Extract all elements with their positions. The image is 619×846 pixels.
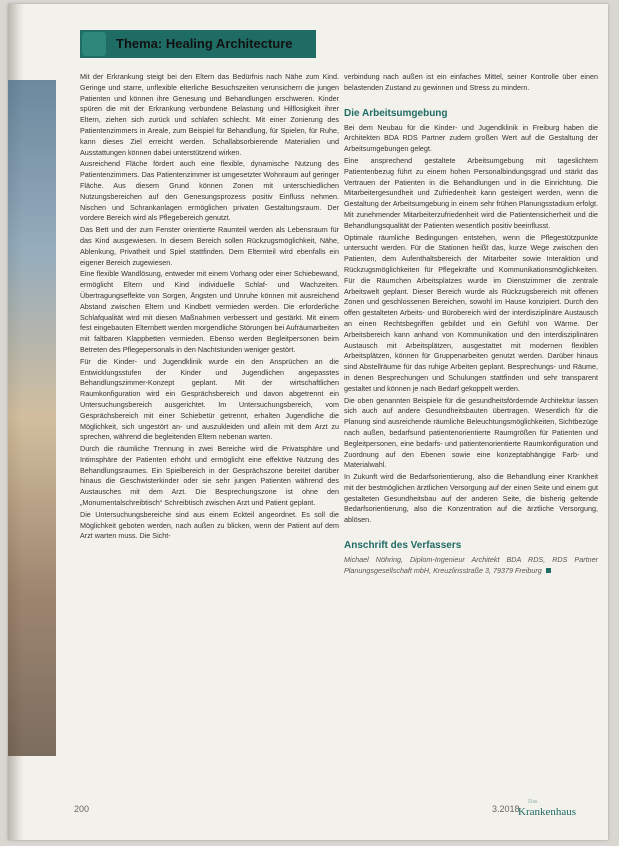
section-heading-arbeitsumgebung: Die Arbeitsumgebung xyxy=(344,107,448,119)
paragraph: In Zukunft wird die Bedarfsorientierung, also die Behandlung einer Krankheit mit der bestmöglichen ärztlichen Versorgung auf der einen Seite und einem gut gestalteten Gesundheitsbau auf der anderen Seite, die bisherig geltende Bedarfsorientierung, also die Konzentration auf die ärztliche Versorgung, ablösen. xyxy=(344,472,598,525)
right-column xyxy=(344,72,598,578)
logo-text: Krankenhaus xyxy=(518,806,577,818)
page-number: 200 xyxy=(74,804,90,814)
paragraph: Eine ansprechend gestaltete Arbeitsumgebung mit tageslichtem Patientenbezug führt zu einem hohen Personalbindungsgrad und stärkt das Vertrauen der Patienten in die Behandlungen und in die Einrichtung. Die Mitarbeitergesundheit und Zufriedenheit kann gesteigert werden, wenn die Gestaltung der Arbeitsumgebung in einem sehr frühen Planungsstadium erfolgt. Mit zunehmender Mitarbeiterzufriedenheit wird die Patientensicherheit und die Behandlungsqualität der Patienten wesentlich positiv beeinflusst. xyxy=(344,155,598,230)
end-square-icon xyxy=(546,568,551,573)
paragraph: Eine flexible Wandlösung, entweder mit einem Vorhang oder einer Schiebewand, ermöglicht Eltern und Kind individuelle Schlaf- und Wachzeiten. Übertragungseffekte von Sorgen, Ängsten und Unruhe können mit ausreichend Abstand zwischen Eltern und Kindbett vermieden werden. Die erforderliche Schlafqualität wird mit diesen Maßnahmen verbessert und gestärkt. Mit einem fest eingebauten Elternbett werden morgendliche Störungen bei Aufräumarbeiten mit faltbaren Klappbetten vermieden. Ebenso werden Begleitpersonen beim Betreten des Pflegepersonals in den Nachtstunden weniger gestört. xyxy=(80,269,339,354)
issue-label: 3.2018 xyxy=(492,804,520,814)
section-heading-anschrift: Anschrift des Verfassers xyxy=(344,540,462,552)
paragraph: Die Untersuchungsbereiche sind aus einem Eckteil angeordnet. Es soll die Möglichkeit geboten werden, nach außen zu blicken, wenn der Patient auf dem Arzt warten muss. Die Sicht- xyxy=(80,509,339,541)
paragraph: Die oben genannten Beispiele für die gesundheitsfördernde Architektur lassen sich auch auf andere Gesundheitsbauten übertragen. Wesentlich für die Planung sind ausreichende räumliche Beleuchtungsmöglichkeiten, Sichtbezüge nach außen, bedarfsund patientenorientierte Raumgrößen für Patienten und Begleitpersonen, eine bedarfs- und patientenorientierte Raumkonfiguration und Zuordnung auf den Ebenen sowie eine konzeptabhängige Farb- und Materialwahl. xyxy=(344,395,598,470)
paragraph: Bei dem Neubau für die Kinder- und Jugendklinik in Freiburg haben die Architekten BDA RDS Partner zudem großen Wert auf die Gestaltung der Arbeitsumgebungen gelegt. xyxy=(344,122,598,154)
paragraph: Ausreichend Fläche fördert auch eine flexible, dynamische Nutzung des Patientenzimmers. Das Patientenzimmer ist umgesetzter Wohnraum auf geringer Fläche. Aus diesem Grund können Zonen mit unterschiedlichen Nutzungsbereichen auf den Genesungsprozess positiv Einfluss nehmen. Nischen und Schrankanlagen ermöglichen privaten Gestaltungsraum. Der vordere Bereich wird als Pflegebereich genutzt. xyxy=(80,159,339,223)
author-address xyxy=(344,555,598,577)
header-square-icon xyxy=(82,32,106,56)
paragraph: Das Bett und der zum Fenster orientierte Raumteil werden als Lebensraum für das Kind ausgewiesen. In diesem Bereich sollen Rückzugsmöglichkeit, Nähe, Ablenkung, Privatheit und Spiel stattfinden. Dem Elternteil wird ebenfalls ein eigener Bereich zugewiesen. xyxy=(80,225,339,267)
side-photo-strip xyxy=(8,80,56,756)
left-column xyxy=(80,72,339,543)
logo-top-text: Das xyxy=(528,799,538,805)
section-header xyxy=(80,30,316,58)
header-title: Thema: Healing Architecture xyxy=(116,36,293,51)
magazine-logo xyxy=(518,799,577,818)
paragraph: Für die Kinder- und Jugendklinik wurde ein den Ansprüchen an die Entwicklungsstufen der Kinder und Jugendlichen angepasstes Behandlungszimmer-Konzept geplant. Mit der wirtschaftlichen Raumkonfiguration wird ein Gesprächsbereich und davon abgetrennt ein Untersuchungsbereich ausgerichtet. Im Untersuchungsbereich, vom Gesprächsbereich mit einer Schiebetür getrennt, erhalten Jugendliche die Möglichkeit, sich ungestört an- und auszukleiden und allein mit dem Arzt zu sprechen, während die begleitenden Eltern nebenan warten. xyxy=(80,356,339,442)
paragraph: verbindung nach außen ist ein einfaches Mittel, seiner Kontrolle über einen belastenden Zustand zu gewinnen und Stress zu mindern. xyxy=(344,72,598,92)
author-address-text: Michael Nöhring, Diplom-Ingenieur Architekt BDA RDS, RDS Partner Planungsgesellschaft mbH, Kreuzlinsstraße 3, 79379 Freiburg xyxy=(344,555,598,575)
magazine-page xyxy=(8,4,608,840)
paragraph: Optimale räumliche Bedingungen entstehen, wenn die Pflegestützpunkte untersucht werden. Für die Stationen heißt das, kurze Wege zwischen den Patienten, dem Aufenthaltsbereich der Mitarbeiter sowie Interaktion und Rückzugsmöglichkeiten für Pflegekräfte und Kommunikationsmöglichkeiten. Für die Räumchen Arbeitsplatzes wurde im Dienstzimmer die zentrale Arbeitswelt geplant. Dieser Bereich wurde als Rückzugsbereich mit offenen Zonen und geschlossenen Bereichen, sowohl im Hause konzipiert. Durch den offen gestalteten Arbeits- und Bürobereich wird der interdisziplinäre Austausch an einen Rechtsbegriffen gebildet und ein Gefühl von Wärme. Der Arbeitsbereich kann anhand von Kommunikation und den interdisziplinären Austausch mit Arbeitsplätzen, ausgestattet mit modernen flexiblen Arbeitsplätzen, können für Gruppenarbeiten genutzt werden. Darüber hinaus sind Abstellräume für das ruhige Arbeiten geplant. Besprechungs- und Räume, in denen Besprechungen und Schulungen stattfinden und sehr transparent gestaltet und können je nach Bedarf gekoppelt werden. xyxy=(344,232,598,393)
paragraph: Mit der Erkrankung steigt bei den Eltern das Bedürfnis nach Nähe zum Kind. Geringe und starre, unflexible elterliche Besuchszeiten verunsichern die jungen Patienten und können ihre Genesung und Behandlungen erschweren. Kinder spüren die mit der Erkrankung verbundene Belastung und Hilflosigkeit ihrer Eltern, ziehen sich zurück und schlafen schlecht. Mit einer Zonierung des Patientenzimmers in Areale, zum Beispiel für Behandlung, für Spielen, für Ruhe, kann dieses Ziel erreicht werden. Schallabsorbierende Materialien und Ausstattungen können dabei unterstützend wirken. xyxy=(80,72,339,157)
paragraph: Durch die räumliche Trennung in zwei Bereiche wird die Privatsphäre und Intimsphäre der Patienten erhöht und ermöglicht eine effektive Nutzung des Behandlungsraumes. Ein Spielbereich in der Gesprächszone bereitet darüber hinaus die Geschwisterkinder oder sie sehr jungen Patienten während des Austausches mit dem Arzt. Die Besprechungszone ist ohne den „Monumentalschreibtisch“ Schreibtisch zwischen Arzt und Patient geplant. xyxy=(80,444,339,508)
